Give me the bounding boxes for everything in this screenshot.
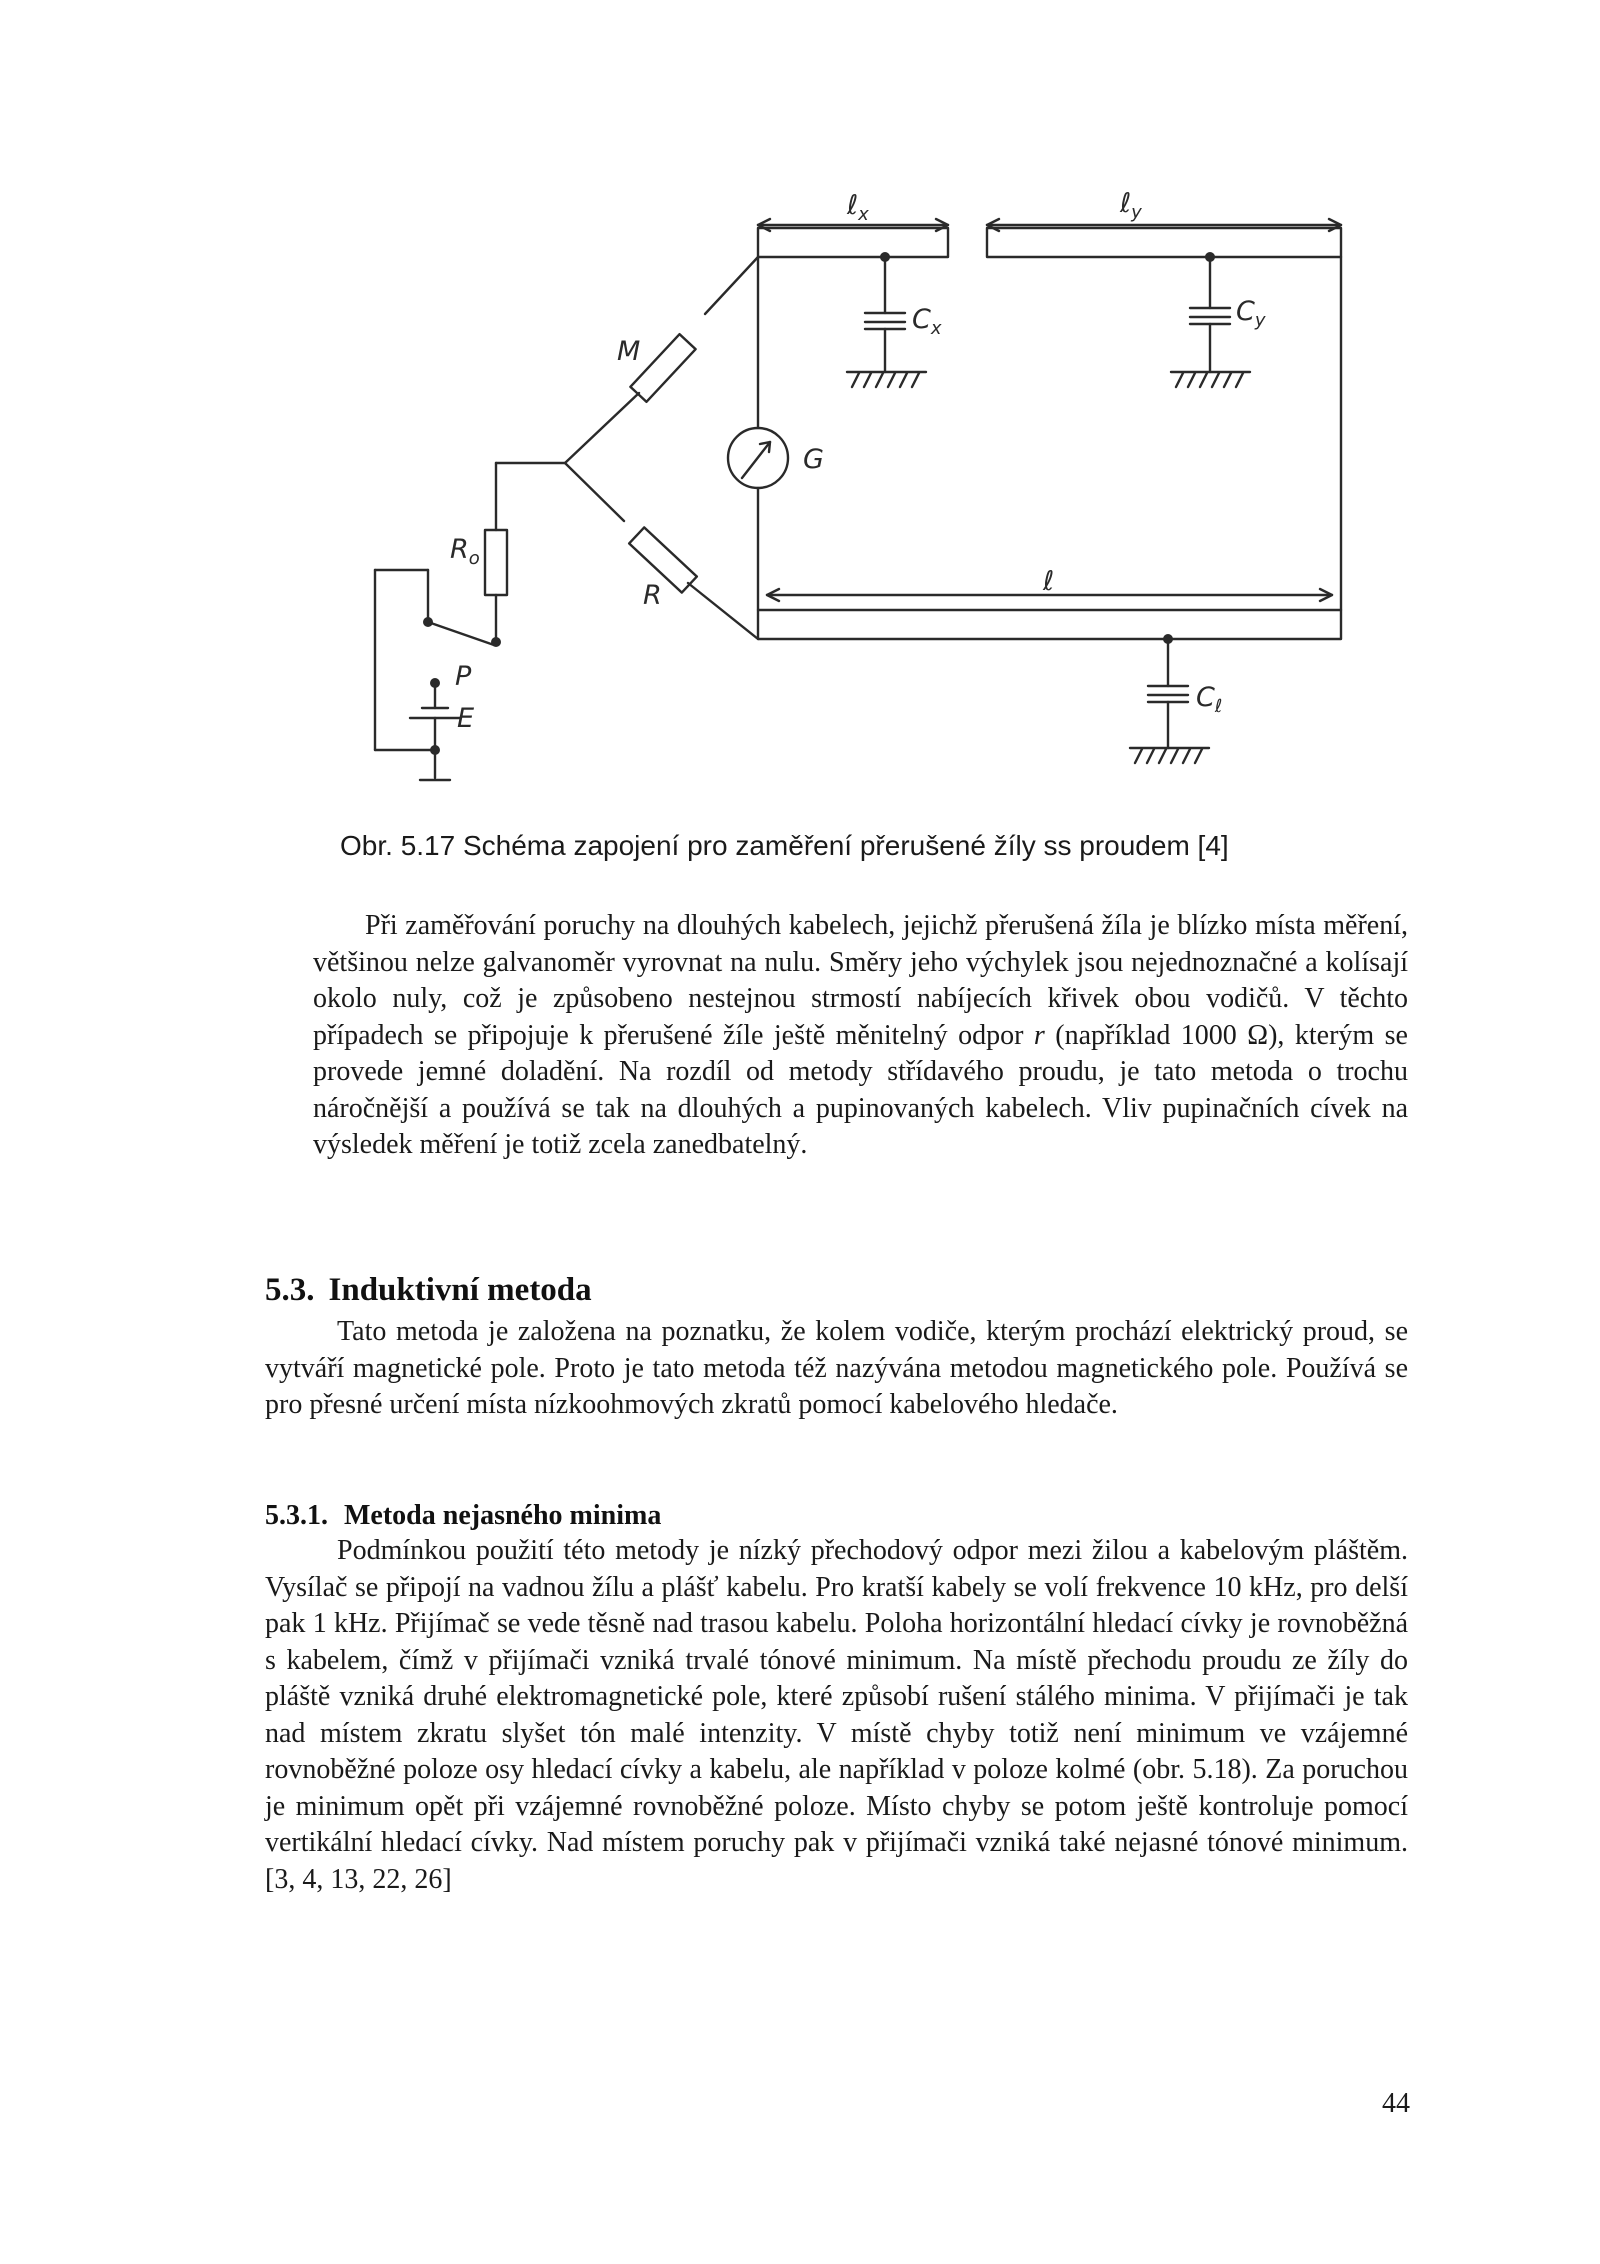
paragraph-text-part: Při zaměřování poruchy na dlouhých kabelech, jejichž přerušená žíla je blízko místa měření, většinou nelze galvanoměr vyrovnat na nulu. Směry jeho výchylek jsou nejednoznačné a kolísají okolo nuly, což je způsobeno nestejnou strmostí nabíjecích křivek obou vodičů. V těchto případech se připojuje k přerušené žíle ještě měnitelný odpor <box>313 910 1408 1051</box>
figure-caption: Obr. 5.17 Schéma zapojení pro zaměření přerušené žíly ss proudem [4] <box>340 830 1229 861</box>
conductor-l <box>758 610 1341 639</box>
label-cl: $C_\ell$ <box>1196 682 1223 717</box>
label-p: P <box>455 661 472 692</box>
circuit-diagram <box>360 190 1360 800</box>
label-ly: ℓ$_y$ <box>1120 190 1142 223</box>
label-m: M <box>617 336 641 367</box>
conductor-lx <box>758 228 948 257</box>
section-heading <box>265 1272 592 1309</box>
paragraph-unclear-minimum: Podmínkou použití této metody je nízký přechodový odpor mezi žilou a kabelovým pláštěm. Vysílač se připojí na vadnou žílu a plášť kabelu. Pro kratší kabely se volí frekvence 10 kHz, pro delší pak 1 kHz. Přijímač se vede těsně nad trasou kabelu. Poloha horizontální hledací cívky je rovnoběžná s kabelem, čímž v přijímači vzniká trvalé tónové minimum. Na místě přechodu proudu ze žíly do pláště vzniká druhé elektromagnetické pole, které způsobí rušení stálého minima. V přijímači je tak nad místem zkratu slyšet tón malé intenzity. V místě chyby totiž není minimum ve vzájemné rovnoběžné poloze osy hledací cívky a kabelu, ale například v poloze kolmé (obr. 5.18). Za poruchou je minimum opět při vzájemné rovnoběžné poloze. Místo chyby se potom ještě kontroluje pomocí vertikální hledací cívky. Nad místem poruchy pak v přijímači vzniká také nejasné tónové minimum. [3, 4, 13, 22, 26] <box>265 1535 1408 1895</box>
page-number: 44 <box>1382 2088 1410 2119</box>
label-l: ℓ <box>1043 566 1055 597</box>
label-r: R <box>643 580 662 611</box>
conductor-ly <box>987 228 1341 257</box>
resistor-r0 <box>485 530 507 595</box>
resistor-r <box>629 527 697 592</box>
paragraph-text-part: (například 1000 Ω), kterým se provede jemné doladění. Na rozdíl od metody střídavého proudu, je tato metoda o trochu náročnější a používá se tak na dlouhých a pupinovaných kabelech. Vliv pupinačních cívek na výsledek měření je totiž zcela zanedbatelný. <box>313 1019 1408 1160</box>
subsection-number: 5.3.1. <box>265 1500 328 1531</box>
label-e: E <box>457 703 475 734</box>
label-lx: ℓ$_x$ <box>847 190 869 225</box>
label-g: G <box>803 444 824 475</box>
paragraph-dc-method <box>313 908 1408 1164</box>
section-number: 5.3. <box>265 1272 315 1308</box>
subsection-heading <box>265 1500 661 1532</box>
subsection-title: Metoda nejasného minima <box>344 1500 662 1531</box>
section-title: Induktivní metoda <box>328 1272 592 1308</box>
variable-r: r <box>1033 1019 1045 1051</box>
switch-p <box>428 622 494 645</box>
paragraph-inductive-method: Tato metoda je založena na poznatku, že kolem vodiče, kterým prochází elektrický proud, se vytváří magnetické pole. Proto je tato metoda též nazývána metodou magnetického pole. Používá se pro přesné určení místa nízkoohmových zkratů pomocí kabelového hledače. <box>265 1316 1408 1420</box>
circuit-diagram-figure <box>360 190 1360 800</box>
label-cx: $C_x$ <box>912 304 942 339</box>
label-r0: $R_o$ <box>450 534 480 569</box>
label-cy: $C_y$ <box>1236 296 1266 331</box>
